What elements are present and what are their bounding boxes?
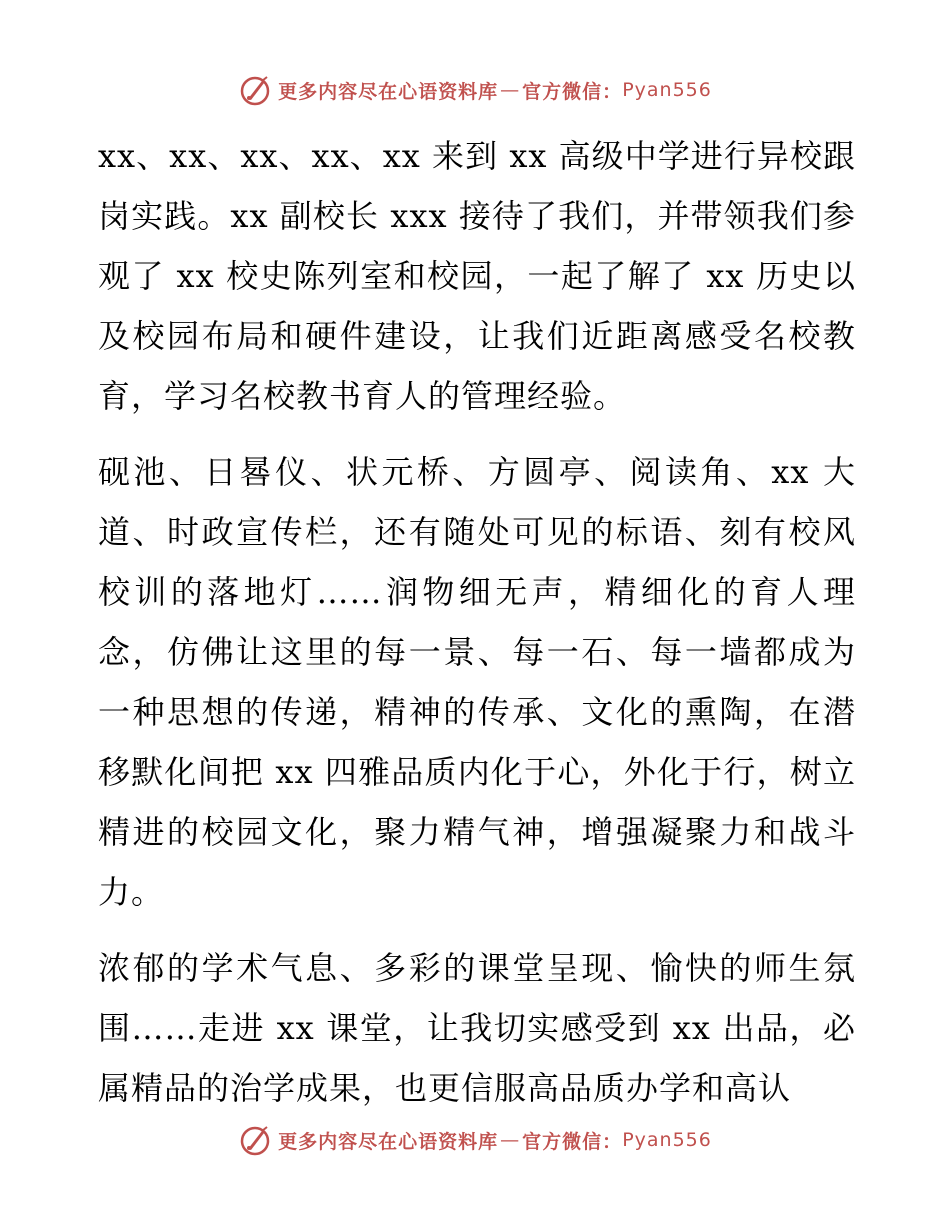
watermark-separator: — [500, 1129, 521, 1151]
quill-pen-logo-icon [238, 1123, 272, 1157]
watermark-label: 官方微信： [522, 80, 623, 103]
watermark-wechat-id: Pyan556 [622, 79, 712, 101]
watermark-main-text: 更多内容尽在心语资料库 [278, 80, 499, 103]
paragraph-3: 浓郁的学术气息、多彩的课堂呈现、愉快的师生氛围……走进 xx 课堂，让我切实感受到 xx 出品，必属精品的治学成果，也更信服高品质办学和高认 [98, 949, 856, 1107]
paragraph-1: xx、xx、xx、xx、xx 来到 xx 高级中学进行异校跟岗实践。xx 副校长 xxx 接待了我们，并带领我们参观了 xx 校史陈列室和校园，一起了解了 xx 历史以及校园布局和硬件建设，让我们近距离感受名校教育，学习名校教书育人的管理经验。 [98, 137, 856, 415]
header-watermark [0, 70, 950, 110]
footer-watermark [0, 1120, 950, 1160]
paragraph-2: 砚池、日晷仪、状元桥、方圆亭、阅读角、xx 大道、时政宣传栏，还有随处可见的标语、刻有校风校训的落地灯……润物细无声，精细化的育人理念，仿佛让这里的每一景、每一石、每一墙都成为一种思想的传递，精神的传承、文化的熏陶，在潜移默化间把 xx 四雅品质内化于心，外化于行，树立精进的校园文化，聚力精气神，增强凝聚力和战斗力。 [98, 453, 856, 911]
watermark-label: 官方微信： [522, 1130, 623, 1153]
document-body [98, 126, 856, 1134]
watermark-separator: — [500, 79, 521, 101]
quill-pen-logo-icon [238, 73, 272, 107]
watermark-main-text: 更多内容尽在心语资料库 [278, 1130, 499, 1153]
watermark-wechat-id: Pyan556 [622, 1129, 712, 1151]
